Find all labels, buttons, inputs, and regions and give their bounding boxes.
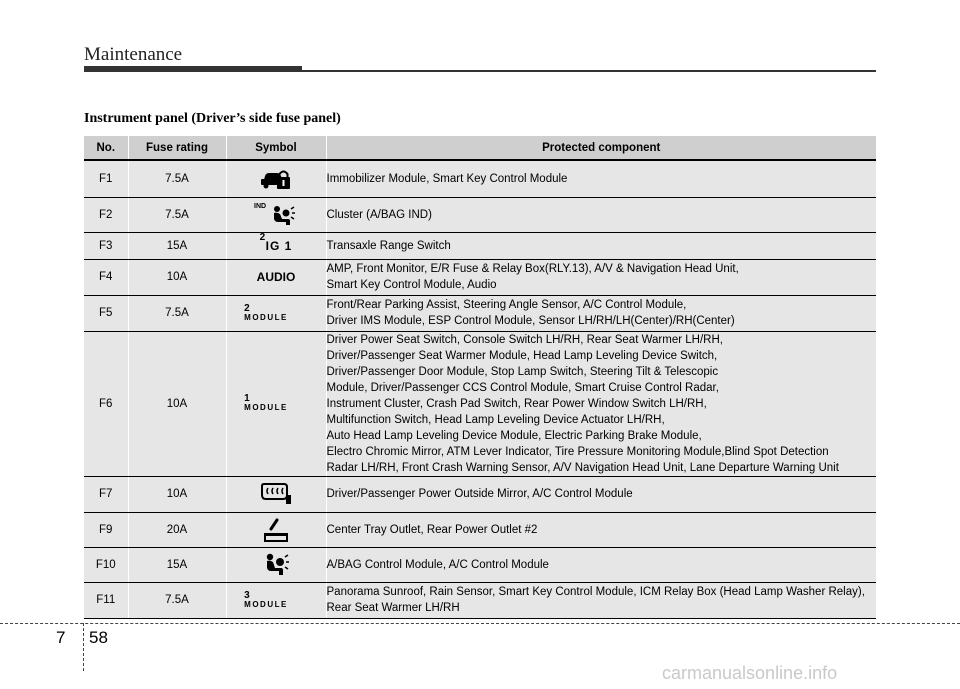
table-row [84,512,876,547]
fuse-rating: 10A [128,476,226,512]
table-row [84,295,876,331]
fuse-rating: 7.5A [128,197,226,232]
fuse-rating: 7.5A [128,295,226,331]
table-row [84,160,876,197]
fuse-rating: 10A [128,331,226,476]
airbag-ind-icon [268,205,296,227]
power-outlet-icon [262,517,290,543]
fuse-number: F1 [84,160,128,197]
fuse-number: F4 [84,259,128,295]
immobilizer-lock-icon [260,168,292,190]
protected-component: Driver Power Seat Switch, Console Switch LH/RH, Rear Seat Warmer LH/RH, Driver/Passenger Seat Warmer Module, Head Lamp Leveling Device Switch, Driver/Passenger Door Module, Stop Lamp Switch, Steering Tilt & Telescopic Module, Driver/Passenger CCS Control Module, Smart Cruise Control Radar, Instrument Cluster, Crash Pad Switch, Rear Power Window Switch LH/RH, Multifunction Switch, Head Lamp Leveling Device Actuator LH/RH, Auto Head Lamp Leveling Device Module, Electric Parking Brake Module, Electro Chromic Mirror, ATM Lever Indicator, Tire Pressure Monitoring Module,Blind Spot Detection Radar LH/RH, Front Crash Warning Sensor, A/V Navigation Head Unit, Lane Departure Warning Unit [326,331,876,476]
fuse-symbol [226,476,326,512]
table-row [84,582,876,618]
fuse-symbol [226,547,326,582]
protected-component: AMP, Front Monitor, E/R Fuse & Relay Box(RLY.13), A/V & Navigation Head Unit, Smart Key Control Module, Audio [326,259,876,295]
table-row [84,476,876,512]
fuse-symbol [226,582,326,618]
fuse-rating: 10A [128,259,226,295]
protected-component: Center Tray Outlet, Rear Power Outlet #2 [326,512,876,547]
protected-component: Panorama Sunroof, Rain Sensor, Smart Key Control Module, ICM Relay Box (Head Lamp Washer Relay), Rear Seat Warmer LH/RH [326,582,876,618]
protected-component: Immobilizer Module, Smart Key Control Module [326,160,876,197]
column-header-protected-component: Protected component [326,136,876,160]
table-header-row [84,136,876,160]
fuse-symbol [226,331,326,476]
module-text-symbol: 1 MODULE [244,393,288,412]
chapter-number: 7 [56,628,66,647]
airbag-icon [261,553,291,577]
table-row [84,331,876,476]
protected-component: A/BAG Control Module, A/C Control Module [326,547,876,582]
footer-vertical-divider [83,623,84,671]
fuse-number: F5 [84,295,128,331]
fuse-number: F2 [84,197,128,232]
fuse-symbol [226,160,326,197]
table-row [84,197,876,232]
fuse-number: F11 [84,582,128,618]
module-text-symbol: 2 MODULE [244,302,288,322]
page-number: 58 [89,628,108,647]
fuse-number: F10 [84,547,128,582]
column-header-symbol: Symbol [226,136,326,160]
table-row [84,259,876,295]
protected-component: Front/Rear Parking Assist, Steering Angle Sensor, A/C Control Module, Driver IMS Module, ESP Control Module, Sensor LH/RH/LH(Center)/RH(Center) [326,295,876,331]
header-rule [302,70,876,72]
fuse-rating: 15A [128,232,226,259]
protected-component: Driver/Passenger Power Outside Mirror, A/C Control Module [326,476,876,512]
column-header-fuse-rating: Fuse rating [128,136,226,160]
airbag-ind-label: IND [254,202,267,210]
fuse-rating: 15A [128,547,226,582]
protected-component: Transaxle Range Switch [326,232,876,259]
fuse-rating: 20A [128,512,226,547]
audio-text-symbol: AUDIO [256,270,296,284]
fuse-number: F9 [84,512,128,547]
column-header-no: No. [84,136,128,160]
fuse-symbol [226,232,326,259]
section-title: Instrument panel (Driver’s side fuse panel) [84,111,341,126]
footer-divider [0,623,960,624]
table-row [84,547,876,582]
fuse-symbol [226,197,326,232]
table-row [84,232,876,259]
mirror-heater-icon [260,483,292,505]
fuse-rating: 7.5A [128,160,226,197]
fuse-symbol [226,259,326,295]
protected-component: Cluster (A/BAG IND) [326,197,876,232]
fuse-number: F7 [84,476,128,512]
fuse-number: F3 [84,232,128,259]
watermark: carmanualsonline.info [662,663,838,683]
fuse-symbol [226,512,326,547]
fuse-table [84,136,876,619]
fuse-number: F6 [84,331,128,476]
fuse-rating: 7.5A [128,582,226,618]
fuse-symbol [226,295,326,331]
header-bar [84,66,302,72]
module-text-symbol: 3 MODULE [244,589,288,609]
page-header-title: Maintenance [84,44,183,65]
ignition-text-symbol: 2 IG 1 [259,231,293,253]
